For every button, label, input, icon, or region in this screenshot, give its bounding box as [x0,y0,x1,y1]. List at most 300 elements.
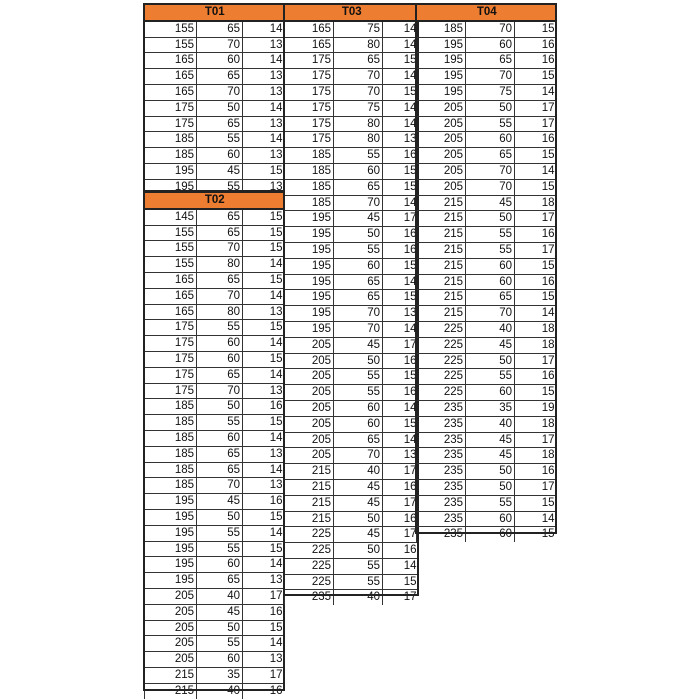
width-cell: 215 [417,195,466,211]
aspect-ratio-cell: 70 [334,69,383,85]
rim-size-cell: 16 [515,37,557,53]
width-cell: 175 [285,53,334,69]
table-row [145,163,285,179]
aspect-ratio-cell: 60 [466,132,515,148]
table-row [417,495,557,511]
rim-size-cell: 15 [515,148,557,164]
aspect-ratio-cell: 75 [466,84,515,100]
width-cell: 175 [285,100,334,116]
width-cell: 165 [145,84,197,100]
rim-size-cell: 16 [383,385,419,401]
table-header: T04 [417,5,557,21]
table-row [145,620,285,636]
aspect-ratio-cell: 70 [334,306,383,322]
width-cell: 165 [145,288,197,304]
table-row [145,100,285,116]
width-cell: 205 [285,432,334,448]
table-row [145,683,285,698]
table-row [145,636,285,652]
width-cell: 185 [285,195,334,211]
rim-size-cell: 17 [515,242,557,258]
rim-size-cell: 15 [243,509,285,525]
aspect-ratio-cell: 65 [334,179,383,195]
width-cell: 195 [417,53,466,69]
aspect-ratio-cell: 65 [334,53,383,69]
table-row [145,509,285,525]
table-row [145,272,285,288]
aspect-ratio-cell: 55 [197,179,243,194]
aspect-ratio-cell: 55 [334,574,383,590]
aspect-ratio-cell: 65 [334,432,383,448]
table-row [285,385,419,401]
rim-size-cell: 15 [383,84,419,100]
aspect-ratio-cell: 55 [197,415,243,431]
rim-size-cell: 14 [243,132,285,148]
width-cell: 225 [417,321,466,337]
rim-size-cell: 16 [515,132,557,148]
rim-size-cell: 16 [383,511,419,527]
aspect-ratio-cell: 45 [334,527,383,543]
width-cell: 215 [417,242,466,258]
width-cell: 205 [285,448,334,464]
width-cell: 165 [145,69,197,85]
width-cell: 225 [417,385,466,401]
rim-size-cell: 13 [243,478,285,494]
aspect-ratio-cell: 70 [197,241,243,257]
aspect-ratio-cell: 45 [334,495,383,511]
rim-size-cell: 15 [243,225,285,241]
width-cell: 235 [417,527,466,542]
table-row [417,511,557,527]
table-row [285,416,419,432]
rim-size-cell: 13 [243,573,285,589]
width-cell: 205 [285,385,334,401]
aspect-ratio-cell: 55 [334,385,383,401]
table-row [285,258,419,274]
aspect-ratio-cell: 60 [197,557,243,573]
aspect-ratio-cell: 80 [334,116,383,132]
width-cell: 195 [417,37,466,53]
aspect-ratio-cell: 55 [466,227,515,243]
aspect-ratio-cell: 70 [334,195,383,211]
aspect-ratio-cell: 50 [466,211,515,227]
aspect-ratio-cell: 45 [334,479,383,495]
rim-size-cell: 15 [243,163,285,179]
table-row [145,494,285,510]
rim-size-cell: 18 [515,416,557,432]
aspect-ratio-cell: 50 [334,511,383,527]
table-row [285,479,419,495]
table-row [285,306,419,322]
rim-size-cell: 14 [383,195,419,211]
aspect-ratio-cell: 60 [334,163,383,179]
table-row [145,132,285,148]
table-row [145,21,285,37]
rim-size-cell: 16 [515,369,557,385]
width-cell: 195 [417,69,466,85]
aspect-ratio-cell: 55 [197,525,243,541]
aspect-ratio-cell: 60 [466,274,515,290]
width-cell: 195 [285,242,334,258]
table-row [285,495,419,511]
table-row [285,211,419,227]
aspect-ratio-cell: 55 [466,116,515,132]
table-row [417,274,557,290]
aspect-ratio-cell: 65 [466,148,515,164]
table-row [417,416,557,432]
width-cell: 205 [285,416,334,432]
table-row [417,353,557,369]
rim-size-cell: 15 [383,163,419,179]
rim-size-cell: 15 [515,527,557,542]
rim-size-cell: 14 [515,84,557,100]
table-row [285,53,419,69]
width-cell: 175 [285,69,334,85]
rim-size-cell: 15 [383,53,419,69]
table-row [145,288,285,304]
table-row [285,369,419,385]
width-cell: 215 [285,511,334,527]
aspect-ratio-cell: 65 [197,209,243,225]
table-row [417,211,557,227]
aspect-ratio-cell: 55 [334,242,383,258]
aspect-ratio-cell: 50 [197,100,243,116]
rim-size-cell: 14 [243,100,285,116]
width-cell: 205 [285,353,334,369]
width-cell: 205 [145,652,197,668]
rim-size-cell: 17 [383,527,419,543]
rim-size-cell: 17 [515,432,557,448]
width-cell: 175 [285,84,334,100]
table-row [145,225,285,241]
width-cell: 235 [417,464,466,480]
width-cell: 225 [285,558,334,574]
aspect-ratio-cell: 50 [197,620,243,636]
aspect-ratio-cell: 80 [334,132,383,148]
width-cell: 205 [417,163,466,179]
aspect-ratio-cell: 70 [466,179,515,195]
rim-size-cell: 14 [515,163,557,179]
table-row [417,385,557,401]
table-row [285,527,419,543]
aspect-ratio-cell: 70 [197,383,243,399]
width-cell: 165 [285,37,334,53]
width-cell: 175 [145,351,197,367]
rim-size-cell: 14 [383,558,419,574]
width-cell: 165 [145,304,197,320]
table-row [417,464,557,480]
width-cell: 175 [145,100,197,116]
width-cell: 215 [417,290,466,306]
width-cell: 205 [145,588,197,604]
width-cell: 215 [417,274,466,290]
rim-size-cell: 13 [383,306,419,322]
aspect-ratio-cell: 55 [466,369,515,385]
table-row [145,430,285,446]
aspect-ratio-cell: 70 [466,306,515,322]
table-row [417,132,557,148]
width-cell: 155 [145,21,197,37]
table-row [145,588,285,604]
rim-size-cell: 15 [243,351,285,367]
aspect-ratio-cell: 45 [466,195,515,211]
width-cell: 175 [145,336,197,352]
aspect-ratio-cell: 75 [334,21,383,37]
table-row [285,448,419,464]
aspect-ratio-cell: 70 [197,37,243,53]
table-row [417,179,557,195]
rim-size-cell: 14 [383,100,419,116]
table-row [145,257,285,273]
rim-size-cell: 14 [243,557,285,573]
rim-size-cell: 16 [243,604,285,620]
aspect-ratio-cell: 65 [197,573,243,589]
rim-size-cell: 17 [383,495,419,511]
width-cell: 195 [145,163,197,179]
table-header: T02 [145,193,285,209]
rim-size-cell: 14 [243,257,285,273]
table-row [417,479,557,495]
table-row [417,448,557,464]
width-cell: 215 [145,667,197,683]
width-cell: 225 [417,337,466,353]
rim-size-cell: 19 [515,400,557,416]
width-cell: 195 [417,84,466,100]
table-row [417,369,557,385]
table-row [285,37,419,53]
table-row [417,84,557,100]
table-row [285,590,419,605]
table-row [285,543,419,559]
width-cell: 175 [145,367,197,383]
width-cell: 205 [285,369,334,385]
table-row [145,541,285,557]
width-cell: 195 [145,557,197,573]
width-cell: 195 [145,573,197,589]
width-cell: 185 [145,462,197,478]
aspect-ratio-cell: 80 [197,304,243,320]
table-row [417,53,557,69]
rim-size-cell: 13 [243,652,285,668]
aspect-ratio-cell: 75 [334,100,383,116]
width-cell: 205 [417,132,466,148]
aspect-ratio-cell: 60 [197,148,243,164]
table-row [417,195,557,211]
aspect-ratio-cell: 70 [466,69,515,85]
aspect-ratio-cell: 55 [334,369,383,385]
rim-size-cell: 15 [383,258,419,274]
width-cell: 215 [285,495,334,511]
rim-size-cell: 15 [243,241,285,257]
aspect-ratio-cell: 65 [197,272,243,288]
table-row [145,37,285,53]
table-row [145,116,285,132]
width-cell: 165 [145,53,197,69]
width-cell: 185 [417,21,466,37]
rim-size-cell: 14 [243,336,285,352]
rim-size-cell: 17 [383,590,419,605]
width-cell: 235 [285,590,334,605]
rim-size-cell: 17 [515,479,557,495]
table-row [145,462,285,478]
width-cell: 195 [285,306,334,322]
table-row [417,290,557,306]
aspect-ratio-cell: 40 [466,321,515,337]
aspect-ratio-cell: 60 [466,527,515,542]
width-cell: 235 [417,448,466,464]
width-cell: 195 [285,211,334,227]
table-t02 [144,192,284,699]
rim-size-cell: 15 [243,320,285,336]
aspect-ratio-cell: 40 [466,416,515,432]
rim-size-cell: 14 [383,274,419,290]
rim-size-cell: 13 [383,448,419,464]
width-cell: 235 [417,432,466,448]
width-cell: 195 [285,227,334,243]
table-row [285,337,419,353]
rim-size-cell: 15 [515,290,557,306]
width-cell: 225 [285,543,334,559]
rim-size-cell: 15 [515,21,557,37]
table-row [285,511,419,527]
table-row [145,478,285,494]
aspect-ratio-cell: 65 [334,274,383,290]
table-t03 [284,4,418,605]
width-cell: 175 [285,116,334,132]
width-cell: 195 [285,290,334,306]
table-row [285,432,419,448]
table-row [145,209,285,225]
width-cell: 195 [145,179,197,194]
rim-size-cell: 17 [515,100,557,116]
width-cell: 205 [145,620,197,636]
width-cell: 185 [285,179,334,195]
rim-size-cell: 15 [243,209,285,225]
width-cell: 195 [145,509,197,525]
rim-size-cell: 17 [515,353,557,369]
width-cell: 185 [285,148,334,164]
width-cell: 175 [145,116,197,132]
rim-size-cell: 13 [243,69,285,85]
width-cell: 175 [285,132,334,148]
aspect-ratio-cell: 80 [334,37,383,53]
rim-size-cell: 15 [515,258,557,274]
table-row [417,227,557,243]
rim-size-cell: 17 [383,337,419,353]
table-row [417,337,557,353]
width-cell: 235 [417,495,466,511]
aspect-ratio-cell: 60 [466,511,515,527]
aspect-ratio-cell: 55 [197,636,243,652]
width-cell: 235 [417,416,466,432]
rim-size-cell: 18 [515,337,557,353]
rim-size-cell: 15 [243,272,285,288]
table-row [285,464,419,480]
width-cell: 185 [145,132,197,148]
aspect-ratio-cell: 60 [466,37,515,53]
width-cell: 205 [417,100,466,116]
table-row [417,148,557,164]
aspect-ratio-cell: 60 [197,652,243,668]
aspect-ratio-cell: 40 [197,683,243,698]
rim-size-cell: 14 [383,21,419,37]
table-row [285,400,419,416]
table-row [417,321,557,337]
rim-size-cell: 14 [515,511,557,527]
aspect-ratio-cell: 55 [334,148,383,164]
aspect-ratio-cell: 45 [466,432,515,448]
table-row [285,558,419,574]
width-cell: 195 [285,321,334,337]
width-cell: 175 [145,383,197,399]
table-row [145,604,285,620]
width-cell: 215 [285,464,334,480]
width-cell: 225 [417,353,466,369]
aspect-ratio-cell: 50 [466,100,515,116]
table-row [145,652,285,668]
table-row [285,574,419,590]
rim-size-cell: 14 [243,53,285,69]
rim-size-cell: 18 [515,195,557,211]
rim-size-cell: 16 [515,227,557,243]
aspect-ratio-cell: 60 [197,430,243,446]
aspect-ratio-cell: 65 [466,290,515,306]
width-cell: 205 [285,400,334,416]
aspect-ratio-cell: 50 [466,464,515,480]
table-row [285,132,419,148]
width-cell: 215 [285,479,334,495]
aspect-ratio-cell: 40 [197,588,243,604]
rim-size-cell: 13 [243,116,285,132]
rim-size-cell: 14 [383,321,419,337]
aspect-ratio-cell: 50 [197,399,243,415]
table-row [417,69,557,85]
table-row [285,195,419,211]
aspect-ratio-cell: 65 [197,21,243,37]
table-row [285,242,419,258]
table-row [145,69,285,85]
table-row [285,84,419,100]
rim-size-cell: 17 [515,211,557,227]
table-row [145,84,285,100]
table-row [285,100,419,116]
rim-size-cell: 13 [243,446,285,462]
rim-size-cell: 16 [515,274,557,290]
width-cell: 215 [145,683,197,698]
width-cell: 225 [417,369,466,385]
aspect-ratio-cell: 60 [197,351,243,367]
rim-size-cell: 16 [383,479,419,495]
table-row [285,116,419,132]
table-row [145,367,285,383]
rim-size-cell: 15 [515,385,557,401]
rim-size-cell: 15 [515,179,557,195]
rim-size-cell: 13 [243,37,285,53]
rim-size-cell: 13 [243,84,285,100]
aspect-ratio-cell: 35 [466,400,515,416]
table-row [145,525,285,541]
table-row [285,69,419,85]
rim-size-cell: 14 [243,462,285,478]
aspect-ratio-cell: 70 [197,478,243,494]
table-row [145,351,285,367]
table-row [417,400,557,416]
rim-size-cell: 16 [383,543,419,559]
table-row [145,446,285,462]
width-cell: 145 [145,209,197,225]
rim-size-cell: 16 [383,353,419,369]
table-row [417,258,557,274]
